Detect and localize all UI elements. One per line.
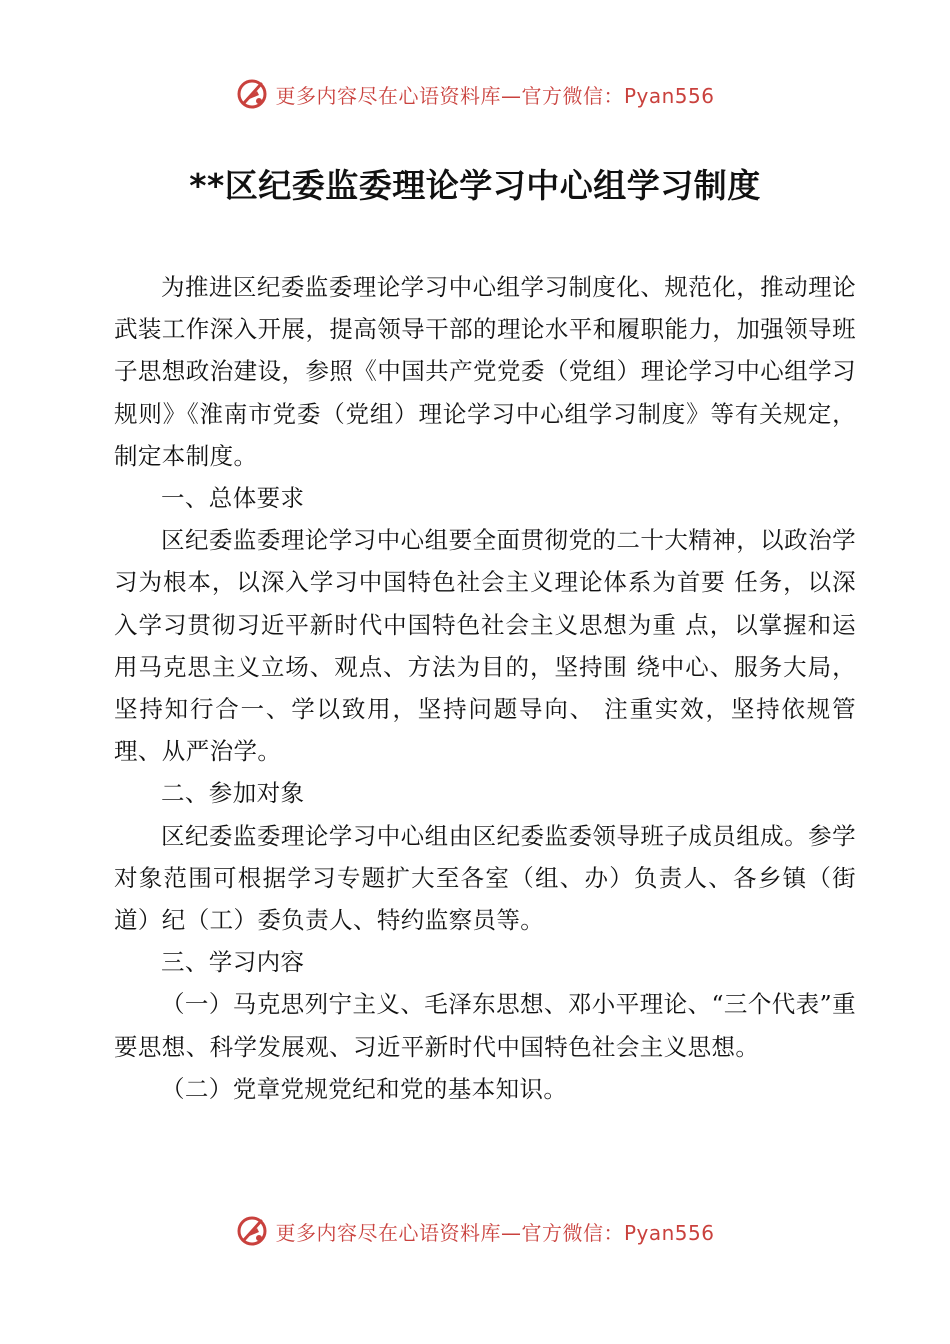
watermark-banner-bottom — [0, 1211, 950, 1251]
section-heading-study-content: 三、学习内容 — [161, 948, 305, 977]
section-heading-participants: 二、参加对象 — [161, 779, 305, 808]
study-content-item-1: （一）马克思列宁主义、毛泽东思想、邓小平理论、“三个代表”重要思想、科学发展观、习近平新时代中国特色社会主义思想。 — [114, 990, 856, 1061]
study-content-item-2: （二）党章党规党纪和党的基本知识。 — [161, 1074, 568, 1103]
pen-logo-icon — [235, 1214, 269, 1248]
watermark-banner-top — [0, 74, 950, 114]
intro-paragraph: 为推进区纪委监委理论学习中心组学习制度化、规范化，推动理论武装工作深入开展，提高领导干部的理论水平和履职能力，加强领导班子思想政治建设，参照《中国共产党党委（党组）理论学习中心组学习规则》《淮南市党委（党组）理论学习中心组学习制度》等有关规定，制定本制度。 — [114, 273, 856, 470]
section-heading-general-requirements: 一、总体要求 — [161, 484, 305, 513]
section-paragraph-general-requirements: 区纪委监委理论学习中心组要全面贯彻党的二十大精神，以政治学习为根本，以深入学习中国特色社会主义理论体系为首要 任务，以深入学习贯彻习近平新时代中国特色社会主义思想为重 点，以掌握和运用马克思主义立场、观点、方法为目的，坚持围 绕中心、服务大局，坚持知行合一、学以致用，坚持问题导向、 注重实效，坚持依规管理、从严治学。 — [114, 526, 856, 766]
document-title: **区纪委监委理论学习中心组学习制度 — [189, 166, 761, 205]
watermark-text: 更多内容尽在心语资料库—官方微信：Pyan556 — [275, 83, 715, 108]
pen-logo-icon — [235, 77, 269, 111]
section-paragraph-participants: 区纪委监委理论学习中心组由区纪委监委领导班子成员组成。参学对象范围可根据学习专题扩大至各室（组、办）负责人、各乡镇（街道）纪（工）委负责人、特约监察员等。 — [114, 821, 856, 935]
document-body — [114, 266, 856, 1110]
watermark-text: 更多内容尽在心语资料库—官方微信：Pyan556 — [275, 1220, 715, 1245]
